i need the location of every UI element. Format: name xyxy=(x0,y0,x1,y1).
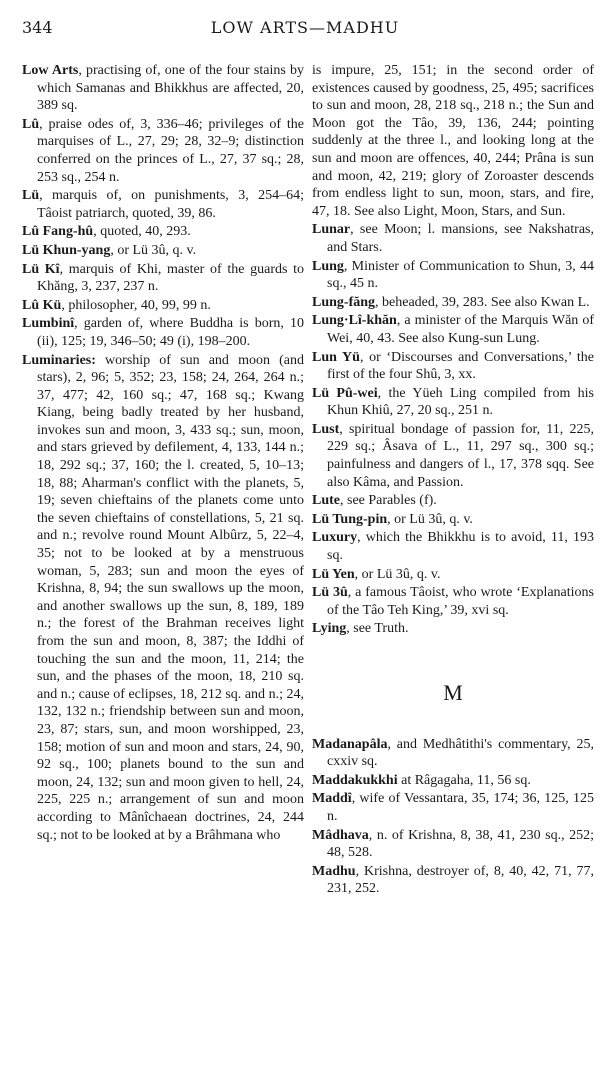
index-entry xyxy=(22,187,304,222)
index-entry xyxy=(22,297,304,315)
entry-text: , or ‘Discourses and Conversations,’ the first of the four Shû, 3, xx. xyxy=(327,349,594,383)
entry-text: , beheaded, 39, 283. See also Kwan L. xyxy=(375,294,590,310)
index-entry xyxy=(312,312,594,347)
index-entry xyxy=(312,584,594,619)
entry-text: , see Moon; l. mansions, see Nakshatras, and Stars. xyxy=(327,222,594,255)
entry-text: worship of sun and moon (and stars), 2, 96; 5, 352; 23, 158; 24, 264, 264 n.; 37, 477; 42, 160 sq.; 47, 168 sq.; Kwang Kiang, being badly treated by her husband, invokes sun and moon, 3, 433 sq.; sun, moon, and stars grieved by defilement, 4, 133, 144 n.; 18, 292 sq.; 37, 160; the l. created, 5, 10–13; 18, 88; Aharman's conflict with the planets, 5, 19; seven chieftains of the planets come unto the seven chieftains of constellations, 5, 21 sq. and n.; revolve round Mount Albûrz, 5, 22–4, 35; not to be looked at by a menstruous woman, 5, 283; sun and moon the eyes of Krishna, 8, 94; the sun swallows up the moon, and another swallows up the sun, 8, 189, 189 n.; the forest of the Brahman receives light from the sun and moon, 8, 387; the Iddhi of touching the sun and the moon, 11, 214; the sun, and the phases of the moon, 18, 210 sq. and n.; cause of eclipses, 18, 212 sq. and n.; 24, 132, 132 n.; friendship between sun and moon, 23, 87; stars, sun, and moon worshipped, 23, 158; motion of sun and moon and stars, 24, 90, 92 sq., 100; planets bound to the sun and moon, 24, 132; sun and moon given to hell, 24, 225, 225 n.; arrangement of sun and moon according to Mânîchaean doctrines, 24, 244 sq.; not to be looked at by a Brâhmana who xyxy=(37,352,304,843)
entry-headword: Lû Fang-hû xyxy=(22,224,94,240)
entry-text: , or Lü 3û, q. v. xyxy=(354,566,441,582)
index-entry xyxy=(312,421,594,491)
index-entry xyxy=(22,315,304,350)
entry-text: , Krishna, destroyer of, 8, 40, 42, 71, 77, 231, 252. xyxy=(327,863,594,897)
entry-text: at Râgagaha, 11, 56 sq. xyxy=(397,772,531,788)
entry-text: , wife of Vessantara, 35, 174; 36, 125, 125 n. xyxy=(327,791,594,824)
entry-text: , and Medhâtithi's commentary, 25, cxxiv sq. xyxy=(327,736,594,770)
entry-headword: Lung-făng xyxy=(312,294,376,310)
entry-continuation: is impure, 25, 151; in the second order of existences caused by goodness, 25, 495; sacrifices to sun and moon, 28, 218 sq., 218 n.; the Sun and Moon got the Tâo, 39, 136, 244; pointing suddenly at the three l., and looking long at the sun and moon are offences, 40, 244; Prâna is sun and moon, 42, 219; glory of Zoroaster descends from endless light to sun, moon, stars, and fire, 47, 18. See also Light, Moon, Stars, and Sun. xyxy=(312,63,594,219)
entry-headword: Mâdhava xyxy=(312,827,369,843)
running-head: LOW ARTS—MADHU xyxy=(210,18,400,37)
index-entry xyxy=(312,258,594,293)
index-entry xyxy=(312,349,594,384)
entry-headword: Madanapâla xyxy=(312,736,388,752)
entry-text: , see Parables (f). xyxy=(340,493,437,509)
index-entry xyxy=(312,566,594,584)
index-entry xyxy=(22,261,304,296)
entry-text: , a famous Tâoist, who wrote ‘Explanations of the Tâo Teh King,’ 39, xvi sq. xyxy=(327,585,594,618)
entry-headword: Lü Tung-pin xyxy=(312,511,388,527)
entry-headword: Maddî xyxy=(312,791,352,807)
entry-text: , marquis of, on punishments, 3, 254–64; Tâoist patriarch, quoted, 39, 86. xyxy=(37,188,304,221)
entry-text: , Minister of Communication to Shun, 3, 44 sq., 45 n. xyxy=(327,258,594,292)
entry-headword: Lü 3û xyxy=(312,585,348,601)
index-entry xyxy=(22,242,304,260)
entry-headword: Lû xyxy=(22,116,40,132)
right-column xyxy=(312,62,594,899)
entry-text: , marquis of Khi, master of the guards to Khăng, 3, 237, 237 n. xyxy=(37,261,305,295)
index-entry xyxy=(312,772,594,790)
entry-text: , or Lü 3û, q. v. xyxy=(387,511,473,527)
entry-text: , spiritual bondage of passion for, 11, 225, 229 sq.; Âsava of L., 11, 297 sq., 300 sq.; painfulness and dangers of l., 17, 378 sqq. See also Kâma, and Passion. xyxy=(327,421,594,490)
section-letter: M xyxy=(443,680,463,705)
entry-headword: Lü xyxy=(22,188,40,204)
entry-text: , n. of Krishna, 8, 38, 41, 230 sq., 252; 48, 528. xyxy=(327,827,594,861)
index-entry xyxy=(312,529,594,564)
index-entry xyxy=(22,223,304,241)
entry-headword: Low Arts xyxy=(22,63,79,78)
index-entry xyxy=(22,352,304,845)
entry-headword: Lung xyxy=(312,258,344,274)
index-entry xyxy=(312,790,594,825)
entry-text: , practising of, one of the four stains by which Samanas and Bhikkhus are affected, 20, 389 sq. xyxy=(37,63,304,114)
index-entry xyxy=(22,62,304,115)
index-entry xyxy=(312,221,594,256)
entry-text: , garden of, where Buddha is born, 10 (ii), 125; 19, 346–50; 49 (i), 198–200. xyxy=(37,316,304,349)
entry-text: , see Truth. xyxy=(346,621,409,637)
entry-headword: Lung·Lî-khăn xyxy=(312,313,397,329)
entry-text: , quoted, 40, 293. xyxy=(93,224,191,240)
entry-headword: Lumbinî xyxy=(22,316,75,332)
entry-text: , praise odes of, 3, 336–46; privileges of the marquises of L., 27, 29; 28, 32–9; distinction conferred on the princes of L., 27, 37 sq.; 28, 253 sq., 254 n. xyxy=(37,116,304,185)
entry-text: , a minister of the Marquis Wăn of Wei, 40, 43. See also Kung-sun Lung. xyxy=(327,313,594,346)
index-entry xyxy=(312,620,594,638)
entry-headword: Lute xyxy=(312,493,340,509)
entry-headword: Madhu xyxy=(312,863,356,879)
entry-headword: Lü Pû-wei xyxy=(312,385,378,401)
index-entry xyxy=(312,294,594,312)
entry-headword: Lû Kü xyxy=(22,297,62,313)
index-entry xyxy=(22,116,304,186)
entry-headword: Luxury xyxy=(312,530,358,546)
index-entry xyxy=(312,492,594,510)
entry-headword: Lust xyxy=(312,421,340,437)
entry-text: , the Yüeh Ling compiled from his Khun Khiû, 27, 20 sq., 251 n. xyxy=(327,385,595,419)
page-number: 344 xyxy=(22,18,53,37)
entry-headword: Maddakukkhi xyxy=(312,772,398,788)
index-entry xyxy=(312,385,594,420)
entry-headword: Lying xyxy=(312,621,347,637)
index-entry xyxy=(312,863,594,898)
index-entry xyxy=(312,736,594,771)
entry-headword: Luminaries: xyxy=(22,352,96,368)
entry-headword: Lunar xyxy=(312,222,351,238)
entry-text: , philosopher, 40, 99, 99 n. xyxy=(61,297,211,313)
index-entry xyxy=(312,511,594,529)
entry-text: , or Lü 3û, q. v. xyxy=(110,242,197,258)
entry-headword: Lun Yü xyxy=(312,349,360,365)
index-entry xyxy=(312,827,594,862)
entry-headword: Lü Yen xyxy=(312,566,355,582)
page-header xyxy=(22,12,588,40)
entry-headword: Lü Khun-yang xyxy=(22,242,111,258)
entry-text: , which the Bhikkhu is to avoid, 11, 193 sq. xyxy=(327,530,594,564)
entry-headword: Lü Kî xyxy=(22,261,60,277)
left-column xyxy=(22,62,304,845)
